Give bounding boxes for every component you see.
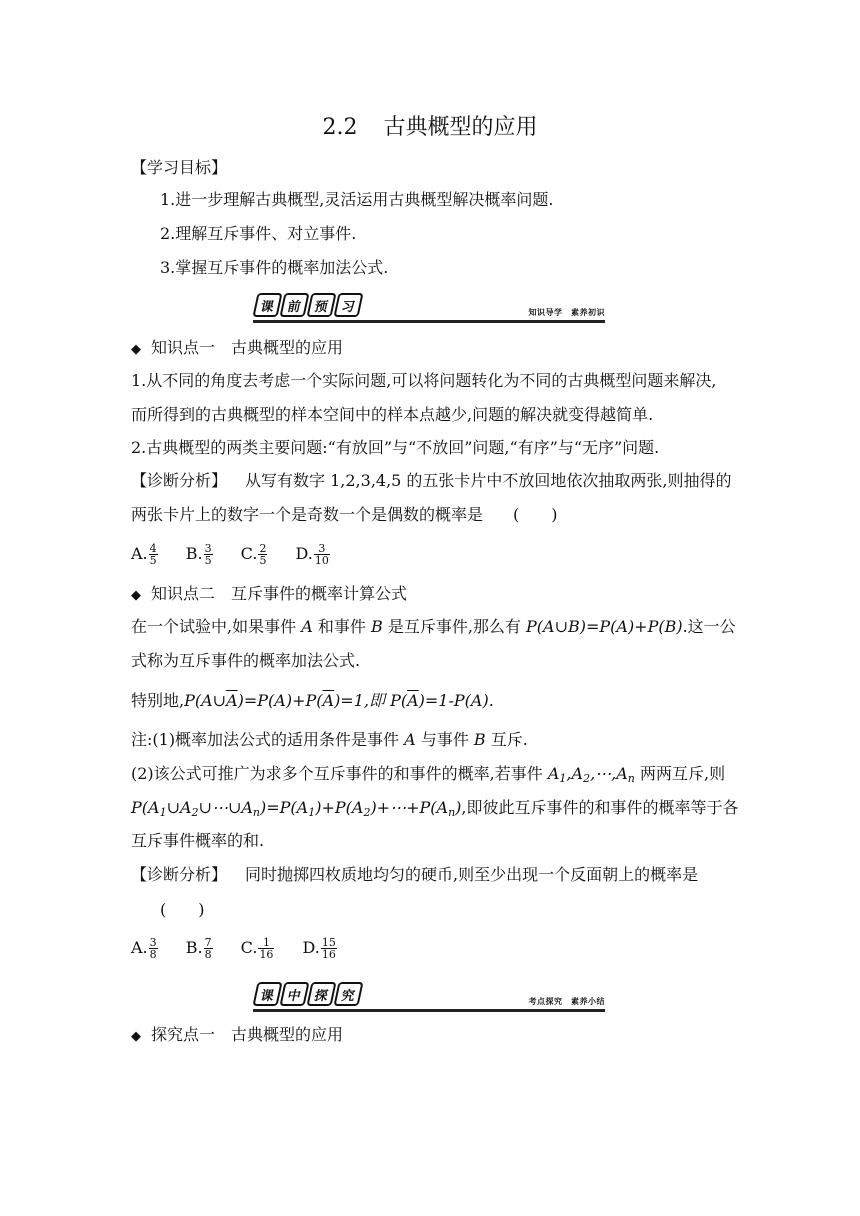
banner-char: 中 [279, 982, 309, 1006]
answer-options [131, 543, 353, 566]
objective-item: 2.理解互斥事件、对立事件. [160, 224, 357, 243]
answer-paren: ( ) [513, 505, 558, 524]
formula-line: 特别地$,P(A\cup\overline{A})=P(A)+P(\overline{A})=1$,即 $P(\overline{A})=1-P(A)$. [131, 691, 494, 710]
objectives-heading: 【学习目标】 [131, 158, 228, 177]
note: 注:(1)概率加法公式的适用条件是事件 A 与事件 B 互斥. [131, 730, 528, 749]
page-title [0, 113, 860, 143]
note: (2)该公式可推广为求多个互斥事件的和事件的概率,若事件 $A_1,A_2,\cdots,A_n$ 两两互斥,则 [131, 764, 726, 785]
banner-rule [253, 320, 605, 323]
diagnosis-question: 【诊断分析】 从写有数字 1,2,3,4,5 的五张卡片中不放回地依次抽取两张,则抽得的 [131, 471, 732, 490]
banner-char: 究 [333, 982, 363, 1006]
diagnosis-question: 【诊断分析】 同时抛掷四枚质地均匀的硬币,则至少出现一个反面朝上的概率是 [131, 865, 699, 884]
option-c: C. $\frac{2}{5}$ [240, 542, 267, 567]
note: $P(A_1\cup A_2\cup\cdots\cup A_n)=P(A_1)+P(A_2)+\cdots+P(A_n)$,即彼此互斥事件的和事件的概率等于各 [131, 798, 739, 819]
banner-char: 预 [306, 293, 336, 317]
option-a: A. $\frac{3}{8}$ [131, 936, 157, 961]
diamond-icon: ◆ [131, 342, 141, 357]
knowledge-point-heading: ◆ 知识点一 古典概型的应用 [131, 338, 344, 357]
objective-item: 3.掌握互斥事件的概率加法公式. [160, 258, 389, 277]
option-a: A. $\frac{4}{5}$ [131, 542, 157, 567]
banner-char: 课 [252, 982, 282, 1006]
section-banner-in-class [253, 982, 605, 1012]
banner-char: 前 [279, 293, 309, 317]
explore-point-heading: ◆ 探究点一 古典概型的应用 [131, 1025, 344, 1044]
note: 互斥事件概率的和. [131, 831, 265, 850]
option-d: D. $\frac{15}{16}$ [302, 936, 336, 961]
banner-char: 习 [333, 293, 363, 317]
knowledge-point-heading: ◆ 知识点二 互斥事件的概率计算公式 [131, 584, 408, 603]
banner-char: 探 [306, 982, 336, 1006]
paragraph: 在一个试验中,如果事件 A 和事件 B 是互斥事件,那么有 P(A∪B)=P(A)+P(B).这一公 [131, 617, 736, 636]
paragraph: 2.古典概型的两类主要问题:“有放回”与“不放回”问题,“有序”与“无序”问题. [131, 438, 660, 457]
objective-item: 1.进一步理解古典概型,灵活运用古典概型解决概率问题. [160, 190, 554, 209]
answer-paren: ( ) [160, 900, 205, 919]
paragraph: 而所得到的古典概型的样本空间中的样本点越少,问题的解决就变得越简单. [131, 405, 654, 424]
section-title: 古典概型的应用 [383, 115, 538, 140]
paragraph: 1.从不同的角度去考虑一个实际问题,可以将问题转化为不同的古典概型问题来解决, [131, 371, 717, 390]
diamond-icon: ◆ [131, 1029, 141, 1044]
option-c: C. $\frac{1}{16}$ [240, 936, 274, 961]
paragraph: 式称为互斥事件的概率加法公式. [131, 651, 361, 670]
option-b: B. $\frac{7}{8}$ [185, 936, 212, 961]
banner-char: 课 [252, 293, 282, 317]
option-b: B. $\frac{3}{5}$ [185, 542, 212, 567]
diagnosis-question: 两张卡片上的数字一个是奇数一个是偶数的概率是 ( ) [131, 505, 558, 524]
answer-options [131, 937, 360, 960]
section-number: 2.2 [322, 115, 358, 140]
banner-tag: 知识导学 素养初识 [528, 308, 605, 317]
banner-rule [253, 1009, 605, 1012]
banner-tag: 考点探究 素养小结 [528, 997, 605, 1006]
option-d: D. $\frac{3}{10}$ [295, 542, 329, 567]
section-banner-pre-class [253, 293, 605, 323]
diamond-icon: ◆ [131, 588, 141, 603]
